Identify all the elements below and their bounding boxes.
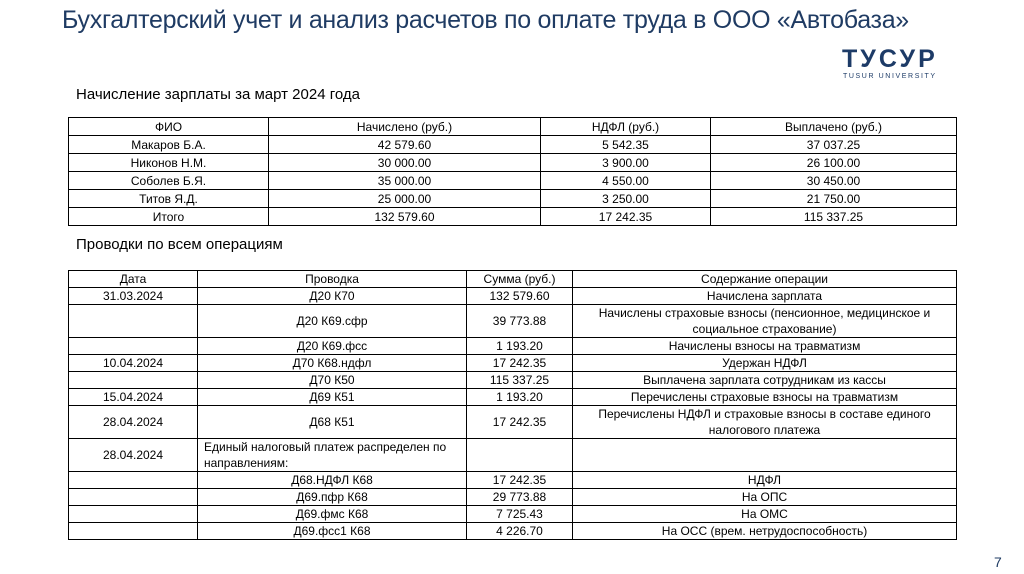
table-cell: 17 242.35: [541, 208, 711, 226]
table-cell: На ОСС (врем. нетрудоспособность): [573, 523, 957, 540]
logo-sub-text: TUSUR UNIVERSITY: [843, 73, 937, 80]
table-cell: 4 550.00: [541, 172, 711, 190]
salary-table: [68, 117, 957, 226]
table-cell: 37 037.25: [711, 136, 957, 154]
table-cell: 132 579.60: [269, 208, 541, 226]
table-cell: Д70 К50: [198, 372, 467, 389]
tusur-logo: [842, 46, 958, 84]
table-cell: Начислены страховые взносы (пенсионное, медицинское и социальное страхование): [573, 305, 957, 338]
table-row: [69, 389, 957, 406]
table-cell: Удержан НДФЛ: [573, 355, 957, 372]
table-cell: Д69.фмс К68: [198, 506, 467, 523]
table-cell: 30 450.00: [711, 172, 957, 190]
table-cell: Д20 К69.сфр: [198, 305, 467, 338]
table-cell: 21 750.00: [711, 190, 957, 208]
table-cell: Д68.НДФЛ К68: [198, 472, 467, 489]
table-cell: 30 000.00: [269, 154, 541, 172]
column-header: Сумма (руб.): [467, 271, 573, 288]
table-cell: 132 579.60: [467, 288, 573, 305]
table-cell: Перечислены НДФЛ и страховые взносы в составе единого налогового платежа: [573, 406, 957, 439]
table-row: [69, 489, 957, 506]
column-header: Проводка: [198, 271, 467, 288]
table-cell: 3 900.00: [541, 154, 711, 172]
table-cell: 35 000.00: [269, 172, 541, 190]
table-total-row: [69, 208, 957, 226]
table-cell: Начислены взносы на травматизм: [573, 338, 957, 355]
table-cell: 1 193.20: [467, 338, 573, 355]
table-row: [69, 338, 957, 355]
table-cell: 29 773.88: [467, 489, 573, 506]
table-row: [69, 355, 957, 372]
table-cell: 17 242.35: [467, 406, 573, 439]
table-row: [69, 523, 957, 540]
table-cell: 15.04.2024: [69, 389, 198, 406]
column-header: Начислено (руб.): [269, 118, 541, 136]
table-cell: Итого: [69, 208, 269, 226]
table-cell: НДФЛ: [573, 472, 957, 489]
table-cell: [69, 338, 198, 355]
table-cell: 28.04.2024: [69, 439, 198, 472]
logo-main-text: ТУСУР: [842, 45, 938, 73]
table-row: [69, 406, 957, 439]
table-row: [69, 439, 957, 472]
table-cell: [573, 439, 957, 472]
table-cell: 17 242.35: [467, 355, 573, 372]
table-cell: Д69 К51: [198, 389, 467, 406]
table-cell: 115 337.25: [467, 372, 573, 389]
table-cell: 42 579.60: [269, 136, 541, 154]
table-cell: [69, 472, 198, 489]
table-row: [69, 172, 957, 190]
table-row: [69, 472, 957, 489]
table-cell: 26 100.00: [711, 154, 957, 172]
table-cell: 7 725.43: [467, 506, 573, 523]
column-header: Дата: [69, 271, 198, 288]
table-cell: [69, 523, 198, 540]
column-header: НДФЛ (руб.): [541, 118, 711, 136]
table-cell: [467, 439, 573, 472]
table-cell: 115 337.25: [711, 208, 957, 226]
table-row: [69, 506, 957, 523]
table-cell: Перечислены страховые взносы на травматизм: [573, 389, 957, 406]
table-cell: Д20 К70: [198, 288, 467, 305]
table-cell: Титов Я.Д.: [69, 190, 269, 208]
table-row: [69, 288, 957, 305]
table-cell: Никонов Н.М.: [69, 154, 269, 172]
entries-table: [68, 270, 957, 540]
salary-heading: Начисление зарплаты за март 2024 года: [76, 86, 360, 103]
table-cell: Начислена зарплата: [573, 288, 957, 305]
column-header: Выплачено (руб.): [711, 118, 957, 136]
table-cell: [69, 305, 198, 338]
table-cell: Д68 К51: [198, 406, 467, 439]
table-cell: 17 242.35: [467, 472, 573, 489]
page-number: 7: [994, 554, 1002, 570]
table-row: [69, 154, 957, 172]
table-cell: 1 193.20: [467, 389, 573, 406]
table-cell: 39 773.88: [467, 305, 573, 338]
table-cell: 4 226.70: [467, 523, 573, 540]
table-cell: Д69.пфр К68: [198, 489, 467, 506]
table-cell: 10.04.2024: [69, 355, 198, 372]
table-row: [69, 305, 957, 338]
table-cell: 28.04.2024: [69, 406, 198, 439]
table-header-row: [69, 271, 957, 288]
table-cell: Д69.фсс1 К68: [198, 523, 467, 540]
table-cell: На ОПС: [573, 489, 957, 506]
table-cell: Соболев Б.Я.: [69, 172, 269, 190]
table-cell: На ОМС: [573, 506, 957, 523]
table-cell: 25 000.00: [269, 190, 541, 208]
table-cell: Макаров Б.А.: [69, 136, 269, 154]
column-header: ФИО: [69, 118, 269, 136]
table-cell: 3 250.00: [541, 190, 711, 208]
table-cell: Единый налоговый платеж распределен по направлениям:: [198, 439, 467, 472]
table-row: [69, 372, 957, 389]
table-cell: 31.03.2024: [69, 288, 198, 305]
table-cell: Д70 К68.ндфл: [198, 355, 467, 372]
table-row: [69, 136, 957, 154]
slide-title: Бухгалтерский учет и анализ расчетов по оплате труда в ООО «Автобаза»: [62, 6, 909, 34]
table-cell: [69, 506, 198, 523]
table-cell: 5 542.35: [541, 136, 711, 154]
table-row: [69, 190, 957, 208]
table-cell: Д20 К69.фсс: [198, 338, 467, 355]
table-header-row: [69, 118, 957, 136]
table-cell: [69, 372, 198, 389]
table-cell: Выплачена зарплата сотрудникам из кассы: [573, 372, 957, 389]
table-cell: [69, 489, 198, 506]
entries-heading: Проводки по всем операциям: [76, 236, 283, 253]
column-header: Содержание операции: [573, 271, 957, 288]
